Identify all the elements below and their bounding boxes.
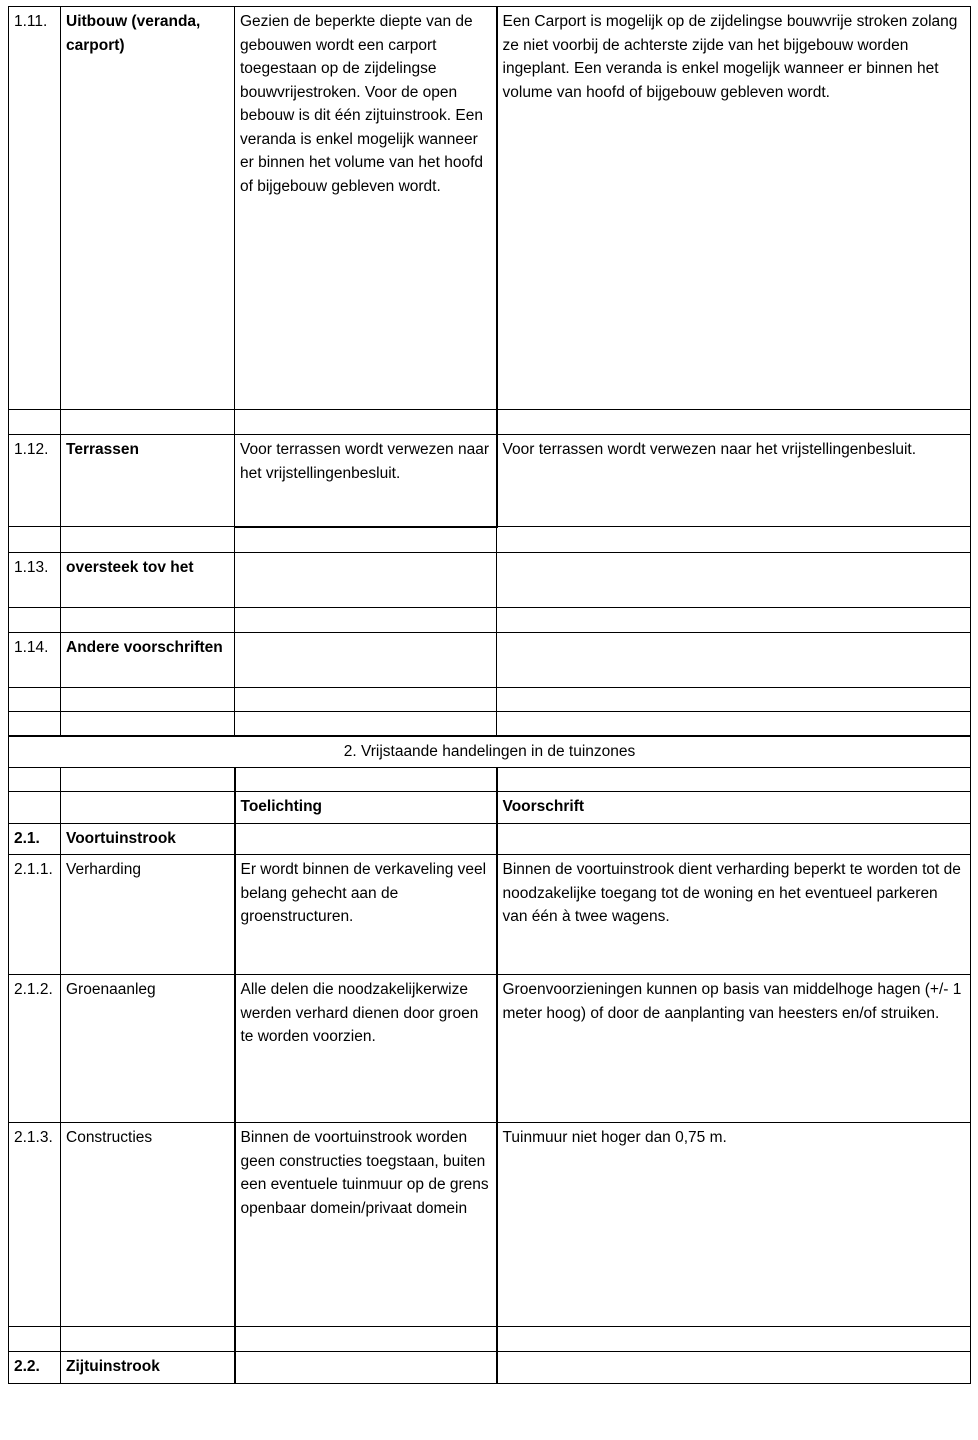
spacer-cell-expl [235, 687, 497, 711]
spacer-cell-num [9, 410, 61, 435]
row-number: 2.1.2. [9, 975, 61, 1123]
row-explanation [235, 1352, 497, 1384]
row-explanation: Alle delen die noodzakelijkerwize werden verhard dienen door groen te worden voorzien. [235, 975, 497, 1123]
table-row [9, 435, 971, 527]
spacer-cell-topic [61, 711, 235, 736]
row-topic: oversteek tov het [61, 552, 235, 607]
row-topic: Uitbouw (veranda, carport) [61, 7, 235, 410]
row-explanation: Voor terrassen wordt verwezen naar het vrijstellingenbesluit. [235, 435, 497, 527]
spacer-cell-expl [235, 711, 497, 736]
row-number: 2.1.1. [9, 855, 61, 975]
spacer-cell-rule [497, 410, 971, 435]
row-number: 1.13. [9, 552, 61, 607]
header-number [9, 792, 61, 824]
header-explanation: Toelichting [235, 792, 497, 824]
spacer-row [9, 1327, 971, 1352]
table-row [9, 632, 971, 687]
spacer-cell-num [9, 687, 61, 711]
row-rule [497, 632, 971, 687]
row-rule: Voor terrassen wordt verwezen naar het vrijstellingenbesluit. [497, 435, 971, 527]
spacer-cell-num [9, 768, 61, 792]
spacer-row [9, 711, 971, 736]
row-topic: Verharding [61, 855, 235, 975]
table-row [9, 1123, 971, 1327]
row-rule: Tuinmuur niet hoger dan 0,75 m. [497, 1123, 971, 1327]
row-topic: Constructies [61, 1123, 235, 1327]
header-topic [61, 792, 235, 824]
row-topic: Andere voorschriften [61, 632, 235, 687]
table-row [9, 975, 971, 1123]
row-number: 1.11. [9, 7, 61, 410]
spacer-cell-expl [235, 410, 497, 435]
spacer-row [9, 527, 971, 553]
row-explanation: Er wordt binnen de verkaveling veel belang gehecht aan de groenstructuren. [235, 855, 497, 975]
spacer-cell-num [9, 711, 61, 736]
spacer-row [9, 768, 971, 792]
row-topic: Terrassen [61, 435, 235, 527]
spacer-cell-expl [235, 527, 497, 553]
row-number: 2.2. [9, 1352, 61, 1384]
section-banner-title: 2. Vrijstaande handelingen in de tuinzones [9, 736, 971, 768]
row-topic: Voortuinstrook [61, 823, 235, 855]
row-explanation [235, 632, 497, 687]
spacer-cell-num [9, 1327, 61, 1352]
row-explanation: Gezien de beperkte diepte van de gebouwen wordt een carport toegestaan op de zijdelingse bouwvrijestroken. Voor de open bebouw is dit één zijtuinstrook. Een veranda is enkel mogelijk wanneer er binnen het volume van het hoofd of bijgebouw gebleven wordt. [235, 7, 497, 410]
row-rule: Een Carport is mogelijk op de zijdelingse bouwvrije stroken zolang ze niet voorbij de achterste zijde van het bijgebouw worden ingeplant. Een veranda is enkel mogelijk wanneer er binnen het volume van hoofd of bijgebouw gebleven wordt. [497, 7, 971, 410]
spacer-cell-topic [61, 768, 235, 792]
row-explanation [235, 823, 497, 855]
table-row [9, 7, 971, 410]
row-rule: Binnen de voortuinstrook dient verharding beperkt te worden tot de noodzakelijke toegang tot de woning en het eventueel parkeren van één à twee wagens. [497, 855, 971, 975]
row-number: 1.12. [9, 435, 61, 527]
spacer-cell-num [9, 527, 61, 553]
row-topic: Groenaanleg [61, 975, 235, 1123]
row-number: 2.1. [9, 823, 61, 855]
regulations-table [8, 6, 971, 1384]
row-number: 1.14. [9, 632, 61, 687]
spacer-cell-topic [61, 527, 235, 553]
spacer-row [9, 687, 971, 711]
table-header-row [9, 792, 971, 824]
table-row [9, 823, 971, 855]
spacer-row [9, 410, 971, 435]
spacer-cell-rule [497, 768, 971, 792]
header-rule: Voorschrift [497, 792, 971, 824]
spacer-cell-topic [61, 687, 235, 711]
row-number: 2.1.3. [9, 1123, 61, 1327]
row-explanation: Binnen de voortuinstrook worden geen constructies toegstaan, buiten een eventuele tuinmuur op de grens openbaar domein/privaat domein [235, 1123, 497, 1327]
table-row [9, 1352, 971, 1384]
row-rule [497, 552, 971, 607]
spacer-cell-rule [497, 687, 971, 711]
table-row [9, 855, 971, 975]
spacer-cell-expl [235, 1327, 497, 1352]
row-rule [497, 823, 971, 855]
spacer-cell-topic [61, 1327, 235, 1352]
row-rule: Groenvoorzieningen kunnen op basis van middelhoge hagen (+/- 1 meter hoog) of door de aanplanting van heesters en/of struiken. [497, 975, 971, 1123]
spacer-cell-expl [235, 607, 497, 632]
spacer-cell-rule [497, 1327, 971, 1352]
spacer-cell-expl [235, 768, 497, 792]
row-topic: Zijtuinstrook [61, 1352, 235, 1384]
spacer-cell-rule [497, 607, 971, 632]
spacer-cell-rule [497, 711, 971, 736]
row-rule [497, 1352, 971, 1384]
spacer-cell-topic [61, 410, 235, 435]
section-banner-row [9, 736, 971, 768]
spacer-cell-num [9, 607, 61, 632]
spacer-cell-topic [61, 607, 235, 632]
spacer-row [9, 607, 971, 632]
row-explanation [235, 552, 497, 607]
table-row [9, 552, 971, 607]
spacer-cell-rule [497, 527, 971, 553]
